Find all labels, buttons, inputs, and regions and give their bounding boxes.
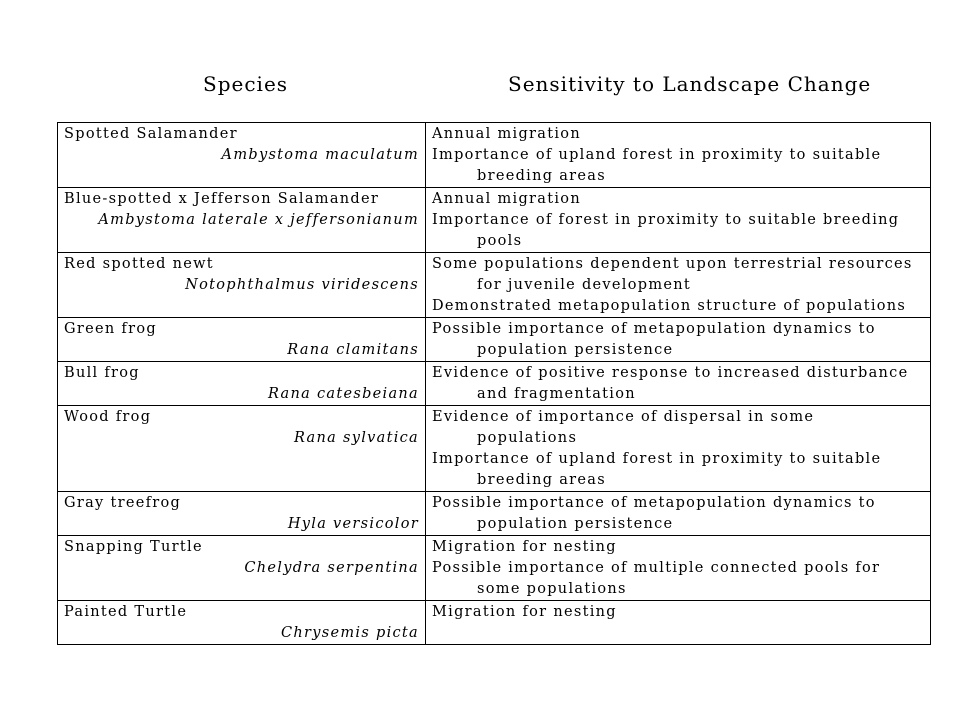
sensitivity-note: Evidence of importance of dispersal in some bbox=[432, 409, 815, 425]
species-cell bbox=[58, 601, 426, 645]
sensitivity-cell bbox=[426, 188, 931, 253]
sensitivity-note-continued: population persistence bbox=[477, 516, 674, 532]
sensitivity-note-continued: populations bbox=[477, 430, 578, 446]
species-cell bbox=[58, 188, 426, 253]
sensitivity-note: Importance of forest in proximity to suitable breeding bbox=[432, 212, 900, 228]
sensitivity-note: Annual migration bbox=[432, 126, 581, 142]
sensitivity-cell bbox=[426, 362, 931, 406]
sensitivity-cell bbox=[426, 406, 931, 492]
sensitivity-note: Migration for nesting bbox=[432, 604, 617, 620]
table-row bbox=[58, 601, 931, 645]
species-sensitivity-table bbox=[57, 122, 931, 645]
scientific-name: Ambystoma maculatum bbox=[221, 147, 419, 163]
sensitivity-cell bbox=[426, 601, 931, 645]
sensitivity-cell bbox=[426, 123, 931, 188]
sensitivity-cell bbox=[426, 492, 931, 536]
table-row bbox=[58, 492, 931, 536]
species-cell bbox=[58, 536, 426, 601]
sensitivity-note-continued: breeding areas bbox=[477, 168, 606, 184]
sensitivity-cell bbox=[426, 536, 931, 601]
sensitivity-note: Possible importance of metapopulation dynamics to bbox=[432, 495, 876, 511]
common-name: Green frog bbox=[64, 321, 157, 337]
table-row bbox=[58, 362, 931, 406]
sensitivity-cell bbox=[426, 253, 931, 318]
sensitivity-note-continued: population persistence bbox=[477, 342, 674, 358]
sensitivity-cell bbox=[426, 318, 931, 362]
table-row bbox=[58, 123, 931, 188]
scientific-name: Rana catesbeiana bbox=[267, 386, 419, 402]
table-row bbox=[58, 536, 931, 601]
sensitivity-note: Annual migration bbox=[432, 191, 581, 207]
common-name: Snapping Turtle bbox=[64, 539, 203, 555]
scientific-name: Hyla versicolor bbox=[287, 516, 419, 532]
scientific-name: Chrysemis picta bbox=[280, 625, 419, 641]
scientific-name: Chelydra serpentina bbox=[244, 560, 419, 576]
sensitivity-note-continued: some populations bbox=[477, 581, 627, 597]
sensitivity-note: Some populations dependent upon terrestrial resources bbox=[432, 256, 913, 272]
common-name: Blue-spotted x Jefferson Salamander bbox=[64, 191, 380, 207]
sensitivity-note-continued: for juvenile development bbox=[477, 277, 692, 293]
species-cell bbox=[58, 362, 426, 406]
species-column-header: Species bbox=[203, 72, 289, 96]
common-name: Wood frog bbox=[64, 409, 152, 425]
sensitivity-note-continued: breeding areas bbox=[477, 472, 606, 488]
table-row bbox=[58, 253, 931, 318]
sensitivity-note: Migration for nesting bbox=[432, 539, 617, 555]
sensitivity-note: Importance of upland forest in proximity to suitable bbox=[432, 147, 882, 163]
common-name: Painted Turtle bbox=[64, 604, 188, 620]
common-name: Bull frog bbox=[64, 365, 140, 381]
sensitivity-note: Possible importance of metapopulation dynamics to bbox=[432, 321, 876, 337]
scientific-name: Notophthalmus viridescens bbox=[185, 277, 419, 293]
common-name: Gray treefrog bbox=[64, 495, 182, 511]
species-cell bbox=[58, 123, 426, 188]
table-body bbox=[58, 123, 931, 645]
scientific-name: Ambystoma laterale x jeffersonianum bbox=[98, 212, 419, 228]
table-row bbox=[58, 188, 931, 253]
sensitivity-note: Demonstrated metapopulation structure of populations bbox=[432, 298, 907, 314]
table-row bbox=[58, 406, 931, 492]
species-cell bbox=[58, 318, 426, 362]
common-name: Spotted Salamander bbox=[64, 126, 238, 142]
sensitivity-note: Possible importance of multiple connected pools for bbox=[432, 560, 881, 576]
table-row bbox=[58, 318, 931, 362]
sensitivity-note-continued: and fragmentation bbox=[477, 386, 636, 402]
sensitivity-note-continued: pools bbox=[477, 233, 523, 249]
common-name: Red spotted newt bbox=[64, 256, 214, 272]
sensitivity-note: Evidence of positive response to increased disturbance bbox=[432, 365, 909, 381]
scientific-name: Rana sylvatica bbox=[293, 430, 419, 446]
scientific-name: Rana clamitans bbox=[287, 342, 419, 358]
species-cell bbox=[58, 253, 426, 318]
species-cell bbox=[58, 406, 426, 492]
sensitivity-column-header: Sensitivity to Landscape Change bbox=[508, 72, 872, 96]
species-cell bbox=[58, 492, 426, 536]
sensitivity-note: Importance of upland forest in proximity to suitable bbox=[432, 451, 882, 467]
